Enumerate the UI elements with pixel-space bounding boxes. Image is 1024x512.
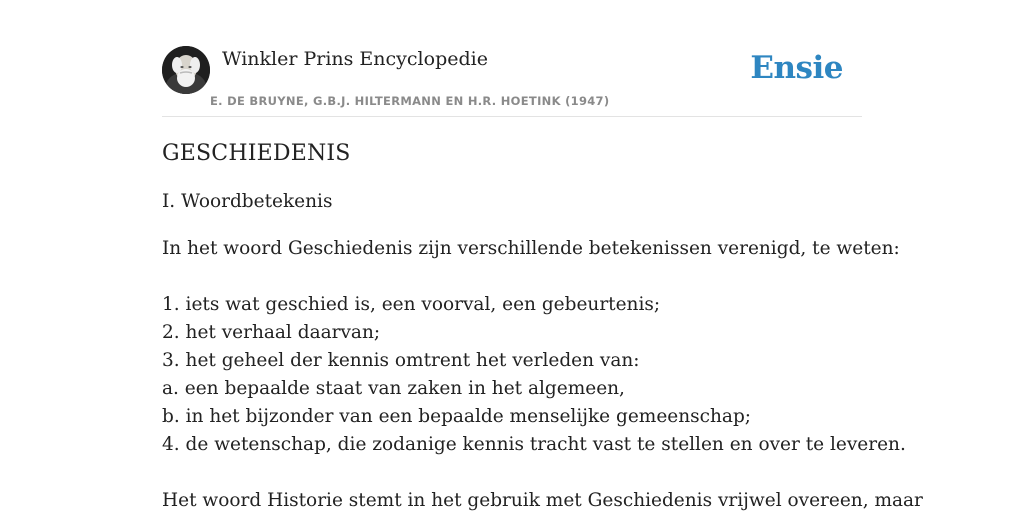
author-portrait-icon [162,46,210,94]
site-header [162,46,862,117]
list-item: b. in het bijzonder van een bepaalde menselijke gemeenschap; [162,406,752,427]
list-item: 3. het geheel der kennis omtrent het verleden van: [162,350,640,371]
definition-list [162,291,906,459]
section-heading: I. Woordbetekenis [162,191,333,212]
list-item: 2. het verhaal daarvan; [162,322,381,343]
authors-line: E. DE BRUYNE, G.B.J. HILTERMANN EN H.R. HOETINK (1947) [210,94,610,108]
list-item: a. een bepaalde staat van zaken in het algemeen, [162,378,625,399]
page-title: GESCHIEDENIS [162,141,351,166]
author-avatar[interactable] [162,46,210,94]
list-item: 1. iets wat geschied is, een voorval, een gebeurtenis; [162,294,661,315]
body-paragraph: Het woord Historie stemt in het gebruik met Geschiedenis vrijwel overeen, maar [162,490,923,511]
brand-logo[interactable]: Ensie [750,50,843,86]
list-item: 4. de wetenschap, die zodanige kennis tracht vast te stellen en over te leveren. [162,434,906,455]
encyclopedia-title[interactable]: Winkler Prins Encyclopedie [222,48,488,70]
article-content [162,138,923,512]
intro-paragraph: In het woord Geschiedenis zijn verschillende betekenissen verenigd, te weten: [162,238,900,259]
